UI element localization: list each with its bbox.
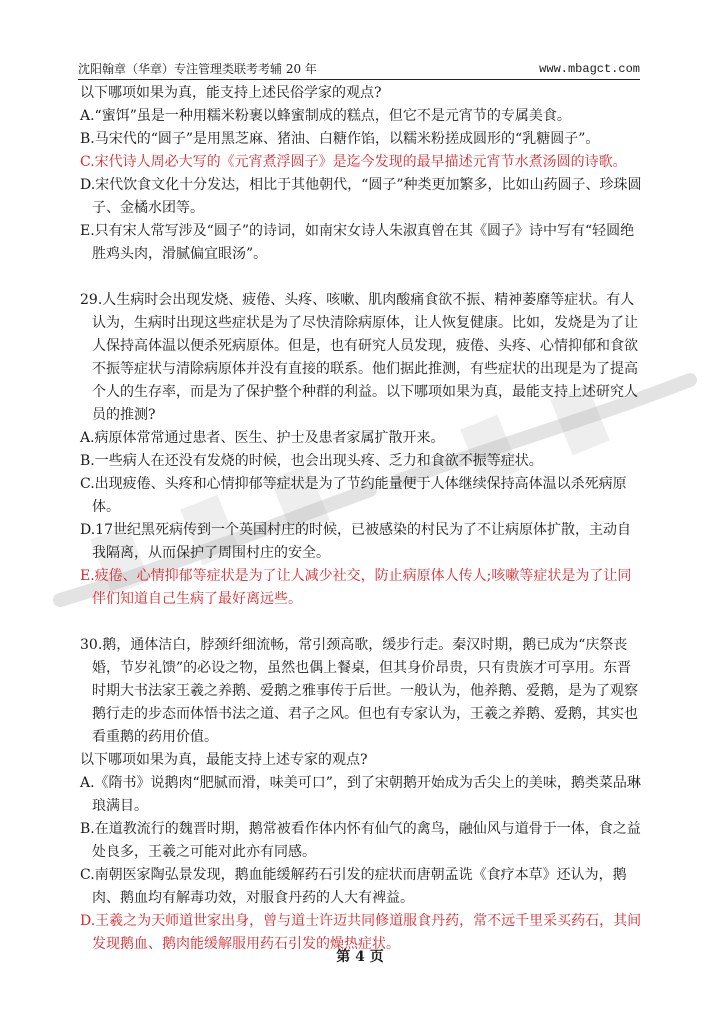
q29-option-d: D.17世纪黑死病传到一个英国村庄的时候，已被感染的村民为了不让病原体扩散，主动自我隔离，从而保护了周围村庄的安全。 <box>80 522 631 561</box>
q30-option-d-answer: D.王羲之为天师道世家出身，曾与道士许迈共同修道服食丹药，常不远千里采买药石，其间发现鹅血、鹅肉能缓解服用药石引发的燥热症状。 <box>80 913 642 952</box>
q30-stem: 30.鹅，通体洁白，脖颈纤细流畅，常引颈高歌，缓步行走。秦汉时期，鹅已成为“庆祭丧婚，节岁礼馈”的必设之物，虽然也偶上餐桌，但其身价昂贵，只有贵族才可享用。东晋时期大书法家王羲之养鹅、爱鹅之雅事传于后世。一般认为，他养鹅、爱鹅，是为了观察鹅行走的步态而体悟书法之道、君子之风。但也有专家认为，王羲之养鹅、爱鹅，其实也看重鹅的药用价值。 <box>80 637 638 745</box>
block1-option-b: B.马宋代的“圆子”是用黑芝麻、猪油、白糖作馅，以糯米粉搓成圆形的“乳糖圆子”。 <box>80 131 600 147</box>
page-content <box>80 82 642 956</box>
q30-option-a: A.《隋书》说鹅肉“肥腻而滑，味美可口”，到了宋朝鹅开始成为舌尖上的美味，鹅类菜品琳琅满目。 <box>80 775 641 814</box>
spacer <box>80 266 642 289</box>
spacer <box>80 611 642 634</box>
block1-stem: 以下哪项如果为真，能支持上述民俗学家的观点? <box>80 85 382 101</box>
block1-option-d: D.宋代饮食文化十分发达，相比于其他朝代，“圆子”种类更加繁多，比如山药圆子、珍珠圆子、金橘水团等。 <box>80 177 642 216</box>
header-url: www.mbagct.com <box>539 62 640 76</box>
q30-option-b: B.在道教流行的魏晋时期，鹅常被看作体内怀有仙气的禽鸟，融仙风与道骨于一体，食之益处良多，王羲之可能对此亦有同感。 <box>80 821 641 860</box>
block1-option-e: E.只有宋人常写涉及“圆子”的诗词，如南宋女诗人朱淑真曾在其《圆子》诗中写有“轻圆绝胜鸡头肉，滑腻偏宜眼汤”。 <box>80 223 635 262</box>
q29-option-e-answer: E.疲倦、心情抑郁等症状是为了让人减少社交，防止病原体人传人;咳嗽等症状是为了让同伴们知道自己生病了最好离远些。 <box>80 568 632 607</box>
page-number: 第 4 页 <box>336 949 384 965</box>
q30-question: 以下哪项如果为真，最能支持上述专家的观点? <box>80 752 368 768</box>
q29-stem: 29.人生病时会出现发烧、疲倦、头疼、咳嗽、肌肉酸痛食欲不振、精神萎靡等症状。有人认为，生病时出现这些症状是为了尽快清除病原体，让人恢复健康。比如，发烧是为了让人保持高体温以便杀死病原体。但是，也有研究人员发现，疲倦、头疼、心情抑郁和食欲不振等症状与清除病原体并没有直接的联系。他们据此推测，有些症状的出现是为了提高个人的生存率，而是为了保护整个种群的利益。以下哪项如果为真，最能支持上述研究人员的推测? <box>80 292 638 423</box>
q29-option-b: B.一些病人在还没有发烧的时候，也会出现头疼、乏力和食欲不振等症状。 <box>80 453 543 469</box>
block1-option-a: A.“蜜饵”虽是一种用糯米粉裹以蜂蜜制成的糕点，但它不是元宵节的专属美食。 <box>80 108 571 124</box>
block1-option-c-answer: C.宋代诗人周必大写的《元宵煮浮圆子》是迄今发现的最早描述元宵节水煮汤圆的诗歌。 <box>80 154 627 170</box>
header-org: 沈阳翰章（华章）专注管理类联考考辅 20 年 <box>78 62 317 76</box>
q29-option-a: A.病原体常常通过患者、医生、护士及患者家属扩散开来。 <box>80 430 445 446</box>
header-rule <box>78 79 640 80</box>
q29-option-c: C.出现疲倦、头疼和心情抑郁等症状是为了节约能量便于人体继续保持高体温以杀死病原体。 <box>80 476 627 515</box>
page-header <box>78 60 640 78</box>
q30-option-c: C.南朝医家陶弘景发现，鹅血能缓解药石引发的症状而唐朝孟诜《食疗本草》还认为，鹅肉、鹅血均有解毒功效，对服食丹药的人大有裨益。 <box>80 867 627 906</box>
